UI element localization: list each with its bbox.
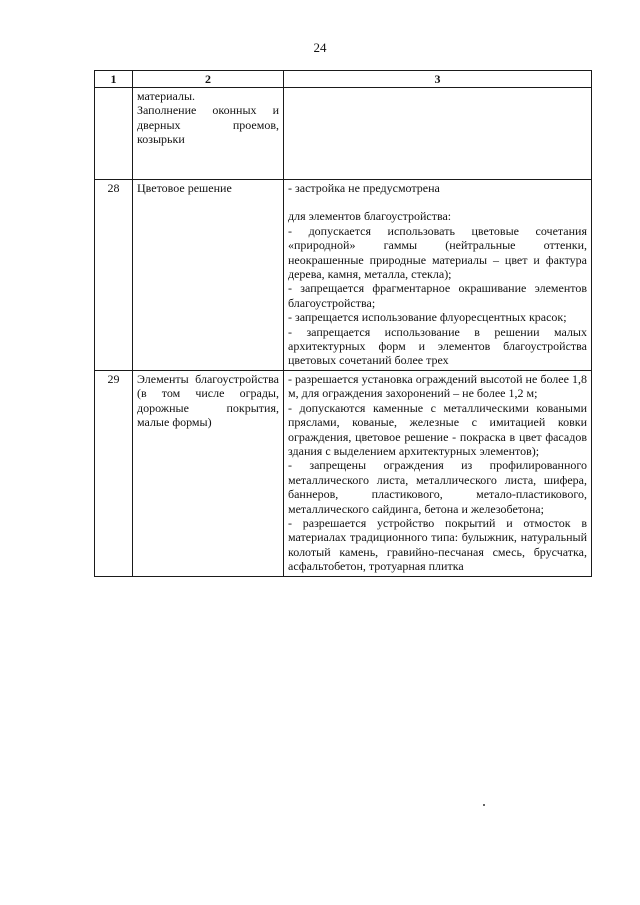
content-item: - допускается использовать цветовые сочетания «природной» гаммы (нейтральные оттенки, неокрашенные природные материалы – цвет и фактура дерева, камня, металла, стекла); <box>288 223 587 282</box>
content-item: - разрешается устройство покрытий и отмосток в материалах традиционного типа: булыжник, натуральный колотый камень, гравийно-песчаная смесь, брусчатка, асфальтобетон, тротуарная плитка <box>288 515 587 574</box>
table-row <box>95 370 592 576</box>
column-header-2: 2 <box>133 71 284 88</box>
row-title-line: материалы. <box>137 89 196 103</box>
table-row <box>95 88 592 180</box>
table-row <box>95 180 592 371</box>
row-title <box>133 370 284 576</box>
row-title <box>133 180 284 371</box>
column-header-3: 3 <box>284 71 592 88</box>
content-item: - разрешается установка ограждений высотой не более 1,8 м, для ограждения захоронений – не более 1,2 м; <box>288 371 587 401</box>
column-header-1: 1 <box>95 71 133 88</box>
row-number: 28 <box>95 180 133 371</box>
row-title <box>133 88 284 180</box>
content-item: - застройка не предусмотрена <box>288 181 440 195</box>
row-title-line: Элементы благоустройства (в том числе ограды, дорожные покрытия, малые формы) <box>137 371 279 430</box>
content-item: - допускаются каменные с металлическими коваными пряслами, кованые, железные с имитацией ковки ограждения, цветовое решение - покраска в цвет фасадов здания с выделением архитектурных элементов); <box>288 400 587 458</box>
row-content <box>284 180 592 371</box>
row-title-line: Цветовое решение <box>137 181 232 195</box>
regulations-table <box>94 70 592 577</box>
row-number <box>95 88 133 180</box>
content-spacer <box>288 195 587 209</box>
content-item: для элементов благоустройства: <box>288 209 452 224</box>
page-number: 24 <box>313 40 327 55</box>
content-item: - запрещается использование флуоресцентных красок; <box>288 310 567 325</box>
row-content <box>284 88 592 180</box>
row-content <box>284 370 592 576</box>
content-item: - запрещается использование в решении малых архитектурных форм и элементов благоустройства цветовых сочетаний более трех <box>288 324 587 368</box>
row-number: 29 <box>95 370 133 576</box>
content-item: - запрещается фрагментарное окрашивание элементов благоустройства; <box>288 281 587 310</box>
table-header-row <box>95 71 592 88</box>
row-title-line: Заполнение оконных и дверных проемов, козырьки <box>137 103 279 147</box>
stray-mark <box>483 804 485 806</box>
content-item: - запрещены ограждения из профилированного металлического листа, металлического листа, шифера, баннеров, пластикового, метало-пластикового, металлического сайдинга, бетона и железобетона; <box>288 458 587 516</box>
